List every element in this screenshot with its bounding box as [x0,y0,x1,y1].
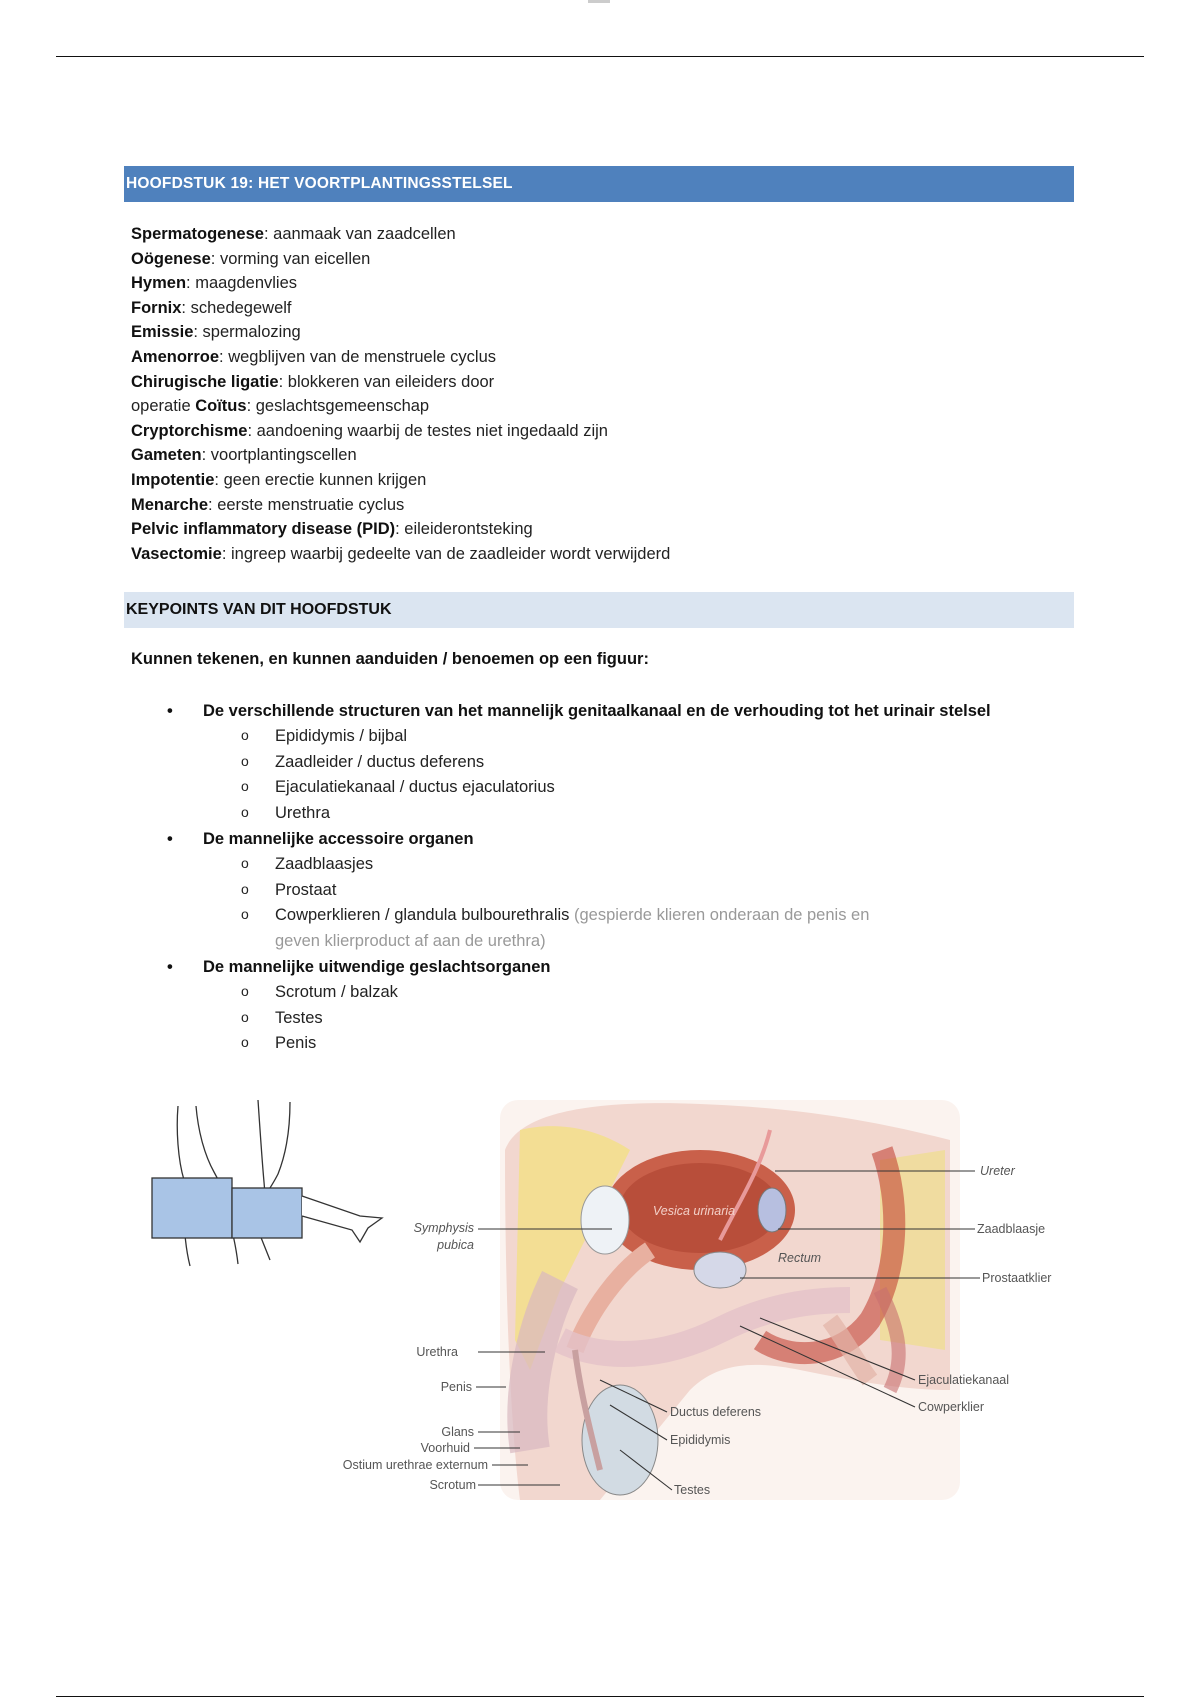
label-prostaatklier: Prostaatklier [982,1271,1052,1285]
label-zaadblaasje: Zaadblaasje [977,1222,1046,1236]
keypoint-subitem: o Testes [131,1006,1091,1032]
keypoint-subitem: o Epididymis / bijbal [131,724,1091,750]
label-testes: Testes [674,1483,711,1497]
label-pubica: pubica [437,1238,474,1252]
keypoint-subitem: o Penis [131,1031,1091,1057]
label-ductus-deferens: Ductus deferens [670,1405,762,1419]
definition-item: Emissie: spermalozing [131,323,301,342]
anatomy-figure [0,1090,1200,1530]
label-rectum: Rectum [778,1251,822,1265]
label-symphysis: Symphysis [413,1221,474,1235]
definition-item: Chirugische ligatie: blokkeren van eileiders door [131,372,495,391]
label-ejaculatiekanaal: Ejaculatiekanaal [918,1373,1010,1387]
label-epididymis: Epididymis [670,1433,731,1447]
definition-item: Cryptorchisme: aandoening waarbij de testes niet ingedaald zijn [131,421,608,440]
page-top-marker [588,0,610,3]
keypoint-subitem: o Ejaculatiekanaal / ductus ejaculatorius [131,775,1091,801]
keypoint-bullet: • De verschillende structuren van het mannelijk genitaalkanaal en de verhouding tot het urinair stelsel [131,698,1091,724]
label-vesica-urinaria: Vesica urinaria [652,1204,736,1218]
definition-item: Oögenese: vorming van eicellen [131,249,371,268]
footer-rule [56,1696,1144,1697]
keypoint-bullet: • De mannelijke accessoire organen [131,826,1091,852]
definition-item: Impotentie: geen erectie kunnen krijgen [131,470,427,489]
label-ostium-urethrae-externum: Ostium urethrae externum [342,1458,488,1472]
label-glans: Glans [441,1425,474,1439]
keypoint-note: (gespierde klieren onderaan de penis en [574,906,870,924]
header-rule [56,56,1144,57]
definitions-list [131,222,1031,566]
keypoints-list [131,698,1091,1057]
definition-item: Amenorroe: wegblijven van de menstruele cyclus [131,347,497,366]
chapter-heading: HOOFDSTUK 19: HET VOORTPLANTINGSSTELSEL [124,166,1074,202]
definition-item: Vasectomie: ingreep waarbij gedeelte van de zaadleider wordt verwijderd [131,544,671,563]
keypoints-intro: Kunnen tekenen, en kunnen aanduiden / benoemen op een figuur: [131,650,649,668]
definition-item: Fornix: schedegewelf [131,298,292,317]
label-voorhuid: Voorhuid [420,1441,470,1455]
definition-item: Gameten: voortplantingscellen [131,446,357,465]
keypoint-bullet: • De mannelijke uitwendige geslachtsorganen [131,954,1091,980]
definition-item: Pelvic inflammatory disease (PID): eileiderontsteking [131,520,533,539]
keypoint-subitem: o Zaadblaasjes [131,852,1091,878]
definition-item: operatie Coïtus: geslachtsgemeenschap [131,397,430,416]
definition-item: Hymen: maagdenvlies [131,274,298,293]
keypoint-note: geven klierproduct af aan de urethra) [275,931,546,950]
label-penis: Penis [440,1380,472,1394]
keypoint-subitem: o Prostaat [131,878,1091,904]
definition-item: Spermatogenese: aanmaak van zaadcellen [131,225,456,243]
label-cowperklier: Cowperklier [918,1400,984,1414]
label-ureter: Ureter [980,1164,1015,1178]
keypoint-subitem: o Zaadleider / ductus deferens [131,750,1091,776]
definition-item: Menarche: eerste menstruatie cyclus [131,495,405,514]
keypoint-subitem: o Cowperklieren / glandula bulbourethralis (gespierde klieren onderaan de penis en geven klierproduct af aan de urethra) [131,903,1091,954]
keypoint-subitem: o Scrotum / balzak [131,980,1091,1006]
keypoints-heading: KEYPOINTS VAN DIT HOOFDSTUK [124,592,1074,628]
label-scrotum: Scrotum [429,1478,476,1492]
orientation-sketch [152,1100,382,1266]
keypoint-subitem: o Urethra [131,801,1091,827]
label-urethra: Urethra [416,1345,458,1359]
